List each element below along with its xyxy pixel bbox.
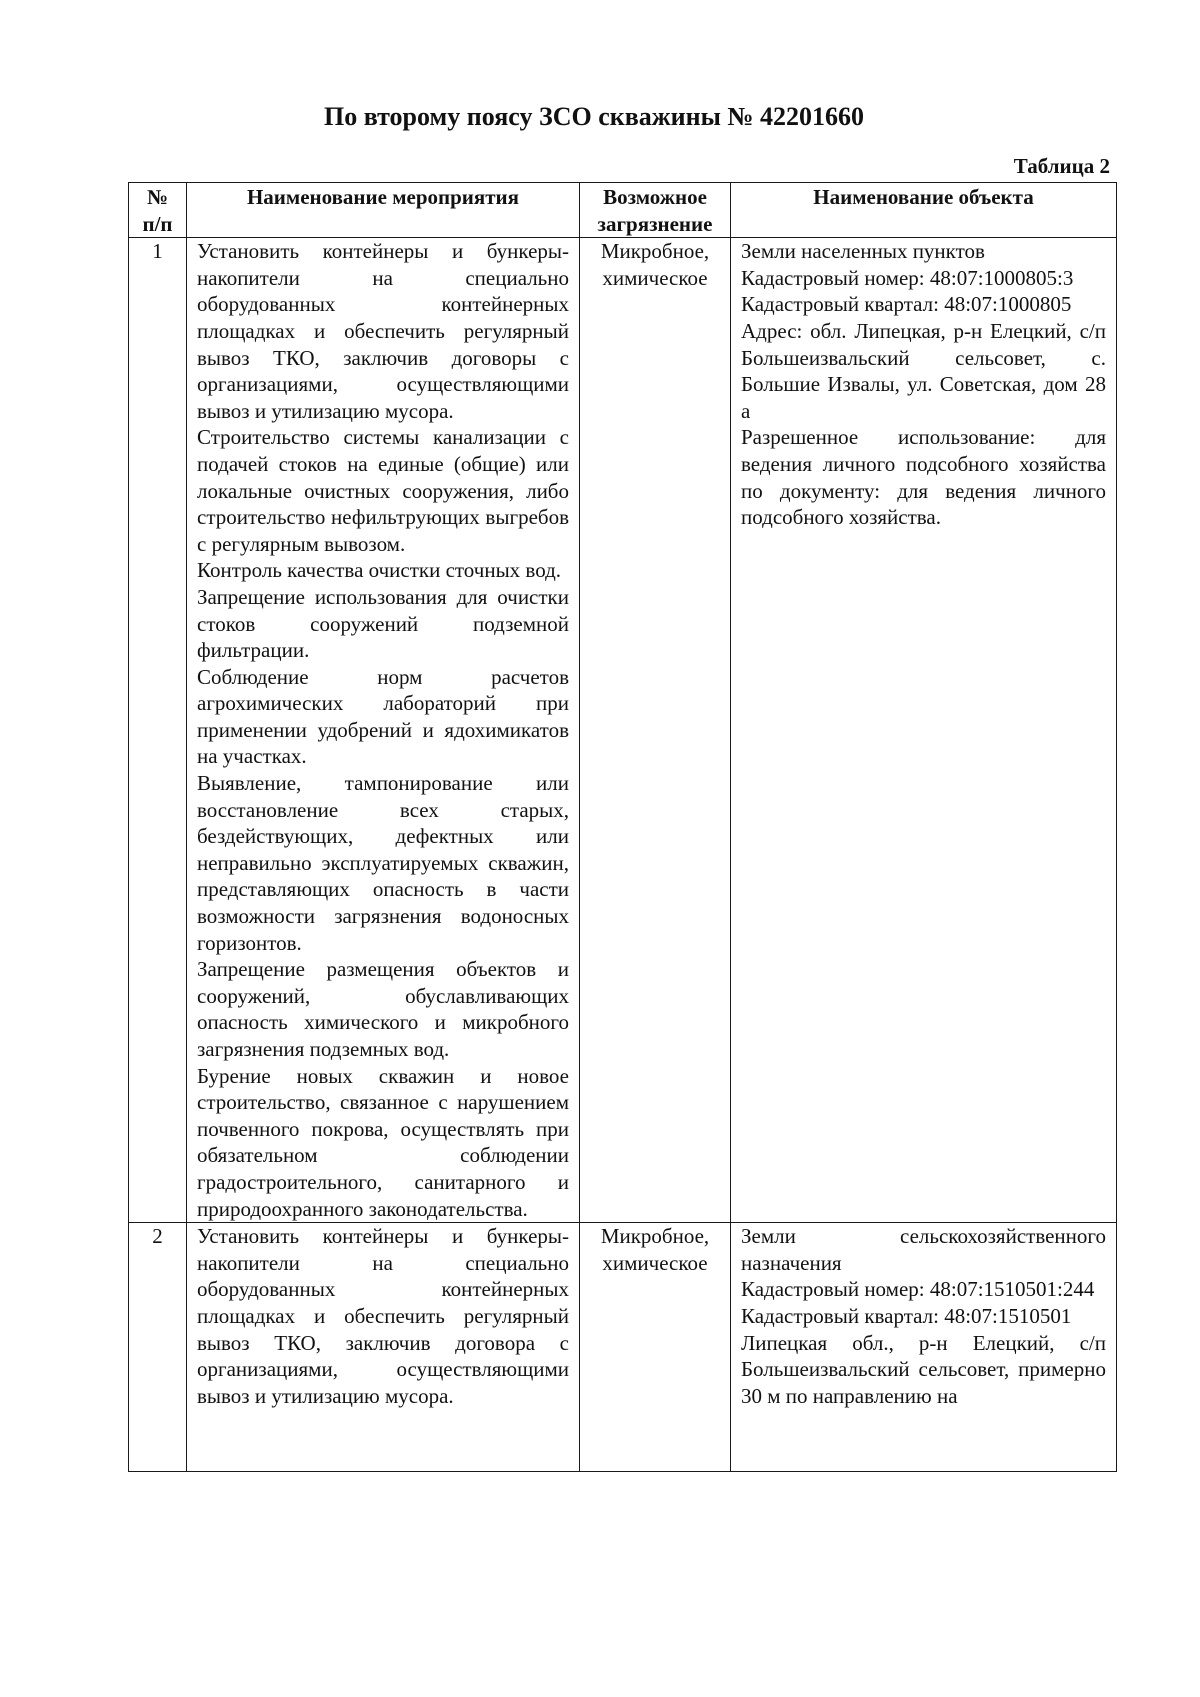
measures-cell xyxy=(187,238,580,1223)
measure-paragraph: Строительство системы канализации с подачей стоков на единые (общие) или локальные очистных сооружения, либо строительство нефильтрующих выгребов с регулярным вывозом. xyxy=(197,425,569,556)
object-cadastral-number: Кадастровый номер: 48:07:1000805:3 xyxy=(741,265,1074,290)
table-row xyxy=(129,1223,1117,1472)
table-label: Таблица 2 xyxy=(1013,154,1110,178)
object-cadastral-number: Кадастровый номер: 48:07:1510501:244 xyxy=(741,1277,1095,1302)
measures-table xyxy=(128,182,1117,1472)
row-number: 2 xyxy=(129,1223,187,1472)
object-cell xyxy=(731,1223,1117,1472)
measure-paragraph: Бурение новых скважин и новое строительство, связанное с нарушением почвенного покрова, осуществлять при обязательном соблюдении градостроительного, санитарного и природоохранного законодательства. xyxy=(197,1063,569,1221)
header-measure: Наименование мероприятия xyxy=(187,183,580,238)
pollution-cell: Микробное, химическое xyxy=(580,1223,731,1472)
object-cadastral-quarter: Кадастровый квартал: 48:07:1510501 xyxy=(741,1303,1072,1328)
measure-paragraph: Соблюдение норм расчетов агрохимических лабораторий при применении удобрений и ядохимикатов на участках. xyxy=(197,664,569,769)
object-land-category: Земли сельскохозяйственного назначения xyxy=(741,1224,1106,1275)
document-title: По второму поясу ЗСО скважины № 42201660 xyxy=(324,102,864,131)
table-header-row xyxy=(129,183,1117,238)
measures-cell xyxy=(187,1223,580,1472)
measure-paragraph: Запрещение размещения объектов и сооружений, обуславливающих опасность химического и микробного загрязнения подземных вод. xyxy=(197,957,569,1061)
header-num: № п/п xyxy=(129,183,187,238)
object-land-category: Земли населенных пунктов xyxy=(741,239,985,264)
header-pollution: Возможное загрязнение xyxy=(580,183,731,238)
measure-paragraph: Установить контейнеры и бункеры-накопители на специально оборудованных контейнерных площадках и обеспечить регулярный вывоз ТКО, заключив договоры с организациями, осуществляющими вывоз и утилизацию мусора. xyxy=(197,239,569,423)
measure-paragraph: Выявление, тампонирование или восстановление всех старых, бездействующих, дефектных или неправильно эксплуатируемых скважин, представляющих опасность в части возможности загрязнения водоносных горизонтов. xyxy=(197,771,569,955)
measure-paragraph: Запрещение использования для очистки стоков сооружений подземной фильтрации. xyxy=(197,584,569,663)
object-cell xyxy=(731,238,1117,1223)
object-address: Липецкая обл., р-н Елецкий, с/п Большеизвальский сельсовет, примерно 30 м по направлению на xyxy=(741,1330,1106,1408)
row-number: 1 xyxy=(129,238,187,1223)
measure-paragraph: Контроль качества очистки сточных вод. xyxy=(197,558,562,583)
table-row xyxy=(129,238,1117,1223)
object-address: Адрес: обл. Липецкая, р-н Елецкий, с/п Большеизвальский сельсовет, с. Большие Извалы, ул. Советская, дом 28 а xyxy=(741,318,1106,423)
measure-paragraph: Установить контейнеры и бункеры-накопители на специально оборудованных контейнерных площадках и обеспечить регулярный вывоз ТКО, заключив договора с организациями, осуществляющими вывоз и утилизацию мусора. xyxy=(197,1224,569,1408)
object-cadastral-quarter: Кадастровый квартал: 48:07:1000805 xyxy=(741,292,1072,317)
header-object: Наименование объекта xyxy=(731,183,1117,238)
pollution-cell: Микробное, химическое xyxy=(580,238,731,1223)
object-permitted-use: Разрешенное использование: для ведения личного подсобного хозяйства по документу: для ведения личного подсобного хозяйства. xyxy=(741,425,1106,530)
